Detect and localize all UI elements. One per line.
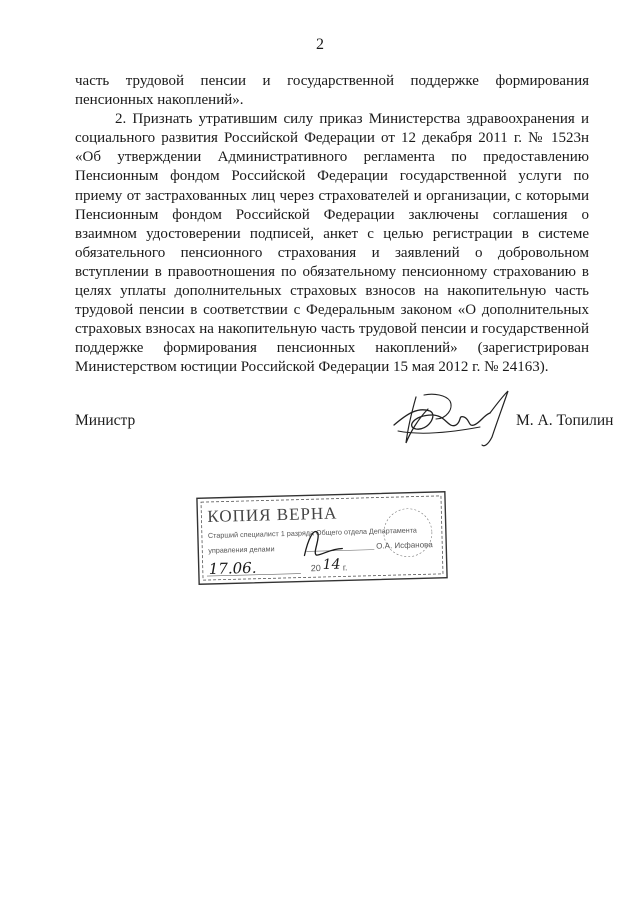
stamp-heading: КОПИЯ ВЕРНА bbox=[207, 503, 338, 526]
page-number: 2 bbox=[316, 36, 324, 53]
stamp-date-year-mark: г. bbox=[342, 562, 348, 573]
stamp-date-year-suffix: 14 bbox=[322, 556, 341, 573]
stamp-signer: О.А. Исфанова bbox=[376, 540, 433, 551]
document-body bbox=[75, 72, 589, 378]
signatory-title: Министр bbox=[75, 412, 136, 429]
paragraph-continuation: часть трудовой пенсии и государственной поддержке формирования пенсионных накоплений». bbox=[75, 73, 589, 109]
stamp-position-line: Старший специалист 1 разряда Общего отдела Департамента bbox=[207, 525, 417, 540]
stamp-date-year-prefix: 20 bbox=[310, 563, 321, 574]
certified-copy-stamp bbox=[195, 490, 449, 587]
paragraph-item-2: 2. Признать утратившим силу приказ Министерства здравоохранения и социального развития Российской Федерации от 12 декабря 2011 г. № 1523н «Об утверждении Административного регламента по предоставлению Пенсионным фондом Российской Федерации государственной услуги по приему от застрахованных лиц через страхователей и организации, с которыми Пенсионным фондом Российской Федерации заключены соглашения о взаимном удостоверении подписей, анкет с целью регистрации в системе обязательного пенсионного страхования и заявлений о добровольном вступлении в правоотношения по обязательному пенсионному страхованию в целях уплаты дополнительных страховых взносов на накопительную часть трудовой пенсии в соответствии с Федеральным законом «О дополнительных страховых взносах на накопительную часть трудовой пенсии и государственной поддержке формирования пенсионных накоплений» (зарегистрирован Министерством юстиции Российской Федерации 15 мая 2012 г. № 24163). bbox=[75, 111, 589, 376]
signatory-name: М. А. Топилин bbox=[516, 412, 614, 429]
signature-image bbox=[388, 385, 514, 451]
stamp-department-line: управления делами bbox=[208, 544, 275, 555]
stamp-date-day-month: 17.06. bbox=[208, 558, 257, 578]
